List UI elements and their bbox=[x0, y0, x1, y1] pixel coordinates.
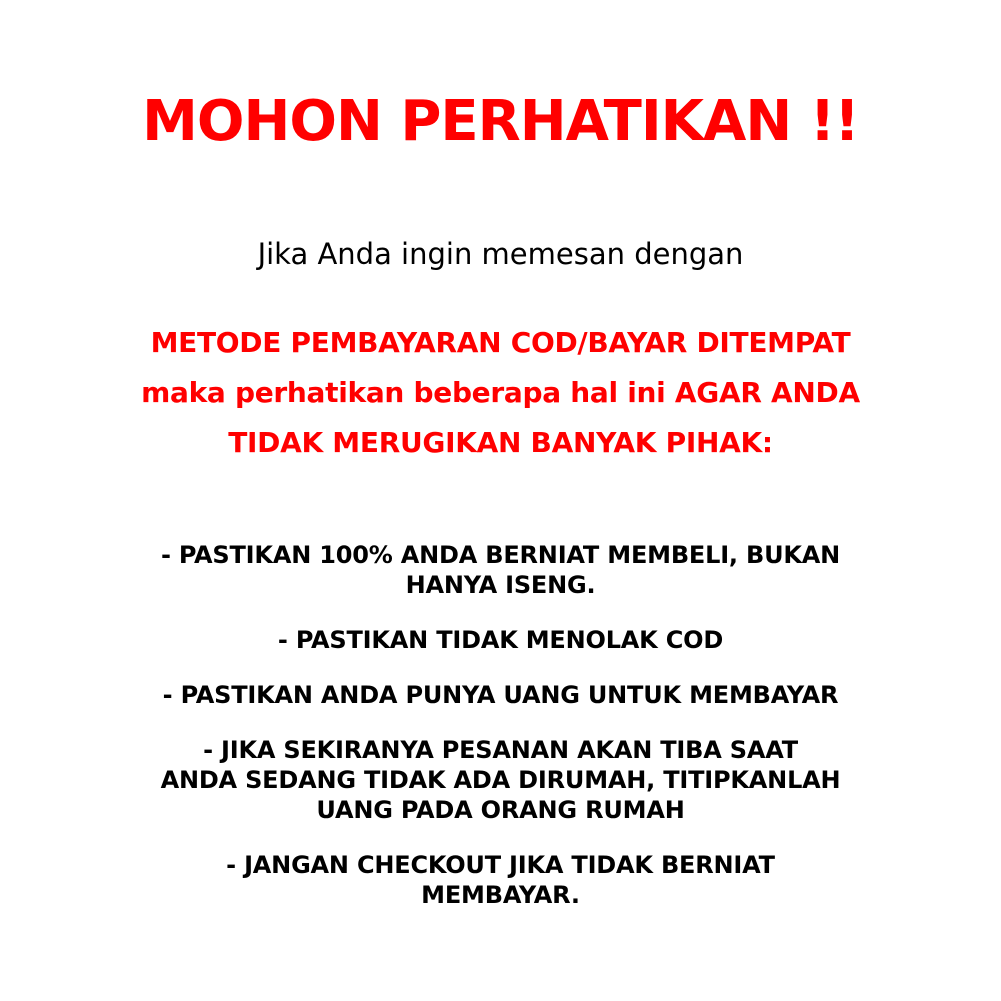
cod-warning-line: maka perhatikan beberapa hal ini AGAR ANDA bbox=[141, 376, 860, 409]
cod-warning-line: TIDAK MERUGIKAN BANYAK PIHAK: bbox=[228, 426, 773, 459]
rule-line: - PASTIKAN 100% ANDA BERNIAT MEMBELI, BUKAN bbox=[160, 541, 841, 569]
rule-line: UANG PADA ORANG RUMAH bbox=[316, 796, 685, 824]
notice-title: MOHON PERHATIKAN !! bbox=[142, 89, 859, 154]
rule-item-have-money bbox=[0, 680, 1001, 710]
rule-line: - PASTIKAN TIDAK MENOLAK COD bbox=[277, 626, 724, 654]
rule-item-no-checkout-without-intent bbox=[0, 850, 1001, 910]
rule-line: ANDA SEDANG TIDAK ADA DIRUMAH, TITIPKANLAH bbox=[160, 766, 841, 794]
rule-line: - JANGAN CHECKOUT JIKA TIDAK BERNIAT bbox=[226, 851, 775, 879]
cod-warning bbox=[0, 318, 1001, 468]
cod-warning-line: METODE PEMBAYARAN COD/BAYAR DITEMPAT bbox=[150, 326, 851, 359]
rule-line: - PASTIKAN ANDA PUNYA UANG UNTUK MEMBAYAR bbox=[162, 681, 839, 709]
rule-item-buy-intent bbox=[0, 540, 1001, 600]
rules-list bbox=[0, 540, 1001, 910]
rule-line: - JIKA SEKIRANYA PESANAN AKAN TIBA SAAT bbox=[203, 736, 798, 764]
intro-text: Jika Anda ingin memesan dengan bbox=[257, 237, 744, 271]
rule-line: HANYA ISENG. bbox=[405, 571, 596, 599]
rule-item-no-refuse-cod bbox=[0, 625, 1001, 655]
rule-item-leave-money-at-home bbox=[0, 735, 1001, 825]
rule-line: MEMBAYAR. bbox=[421, 881, 580, 909]
